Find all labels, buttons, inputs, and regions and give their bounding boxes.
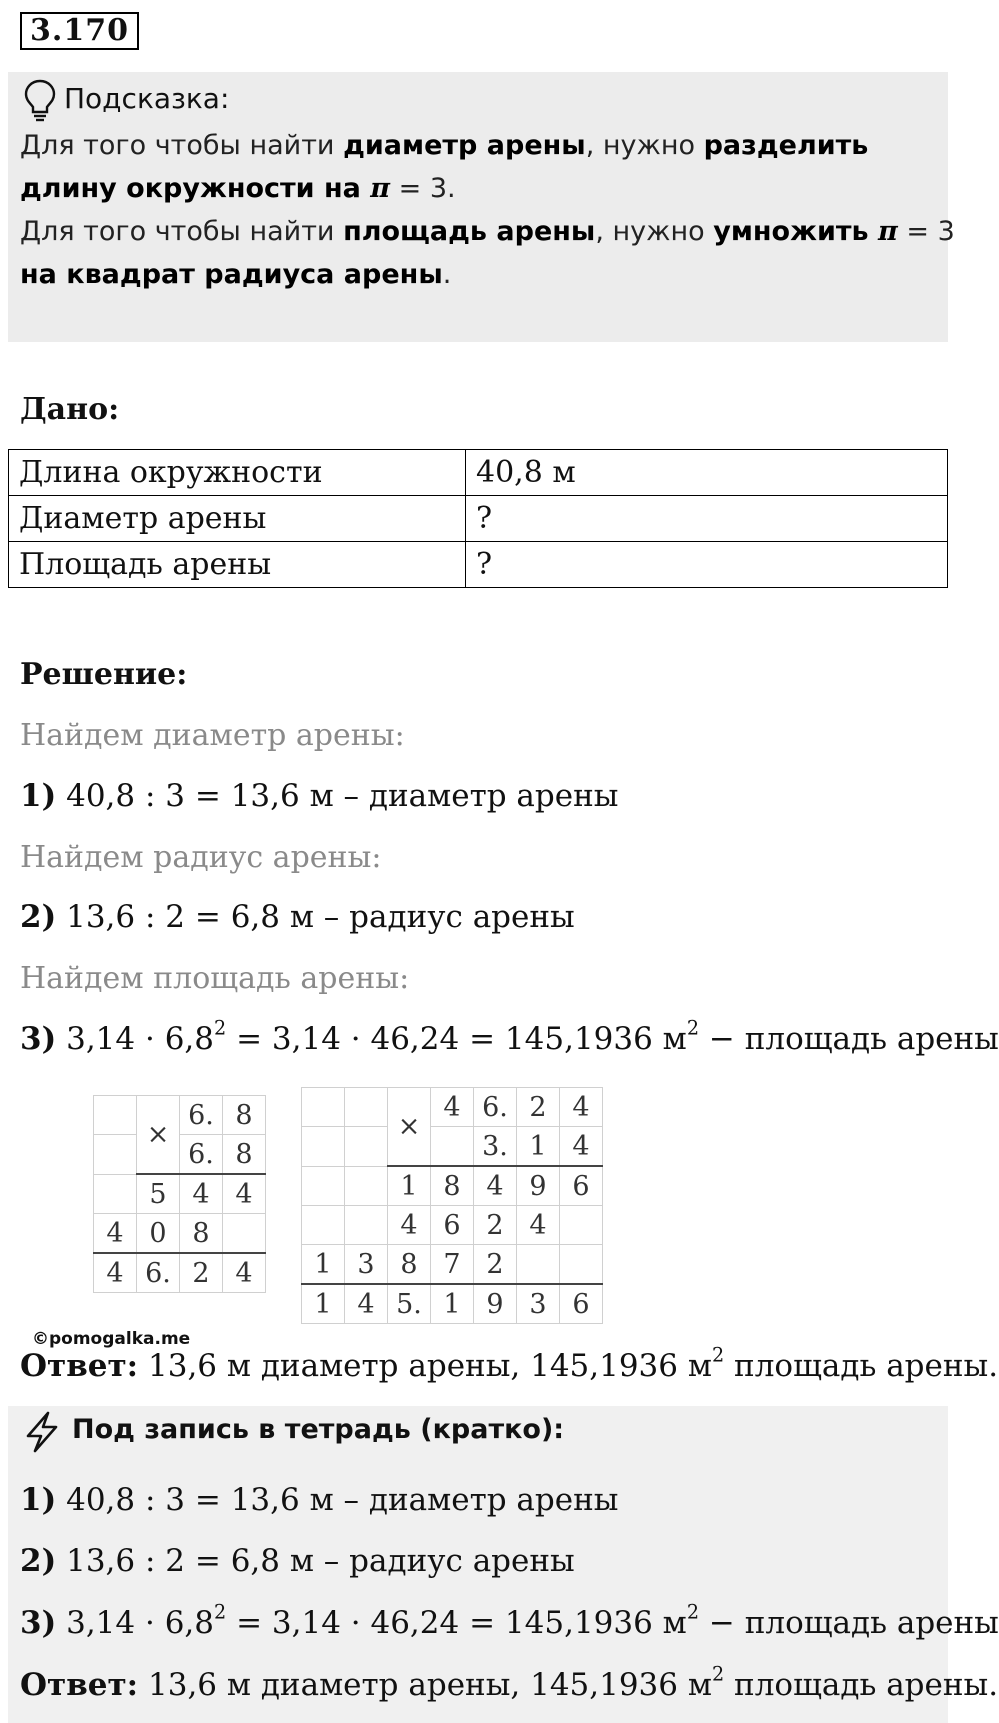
grid-cell [560,1206,603,1245]
grid-cell [345,1166,388,1206]
grid-cell: 4 [517,1206,560,1245]
grid-cell [302,1088,345,1127]
grid-cell: 6. [180,1135,223,1175]
find-radius: Найдем радиус арены: [20,840,382,875]
hint-box [8,72,955,342]
grid-cell [94,1096,137,1135]
calc-grid-left [93,1095,266,1293]
find-diameter: Найдем диаметр арены: [20,718,405,753]
grid-cell: 5. [388,1284,431,1324]
brief-step-1: 1) 40,8 : 3 = 13,6 м – диаметр арены [20,1482,619,1518]
grid-cell: 2 [517,1088,560,1127]
grid-cell: 4 [180,1174,223,1214]
grid-cell: 8 [223,1135,266,1175]
grid-cell: 9 [474,1284,517,1324]
grid-cell [302,1206,345,1245]
grid-cell [345,1127,388,1167]
given-title: Дано: [20,392,120,427]
grid-cell: 6. [180,1096,223,1135]
hint-line-4: на квадрат радиуса арены. [20,259,452,290]
grid-cell: 5 [137,1174,180,1214]
grid-cell: 4 [94,1214,137,1254]
grid-cell [302,1166,345,1206]
grid-cell: 6 [431,1206,474,1245]
brief-step-2: 2) 13,6 : 2 = 6,8 м – радиус арены [20,1543,575,1579]
grid-cell: 3 [345,1245,388,1285]
brief-box [8,1406,999,1723]
grid-cell: 6. [137,1253,180,1293]
grid-cell: 2 [180,1253,223,1293]
table-row: Диаметр арены ? [9,496,948,542]
table-row: Длина окружности 40,8 м [9,450,948,496]
step-2: 2) 13,6 : 2 = 6,8 м – радиус арены [20,899,575,935]
grid-cell: 4 [345,1284,388,1324]
grid-cell [431,1127,474,1167]
grid-cell: 9 [517,1166,560,1206]
grid-cell: 2 [474,1245,517,1285]
step-1: 1) 40,8 : 3 = 13,6 м – диаметр арены [20,778,619,814]
grid-cell: 4 [223,1253,266,1293]
task-number: 3.170 [20,12,139,50]
grid-cell: 3 [517,1284,560,1324]
grid-cell [345,1088,388,1127]
grid-cell: 1 [431,1284,474,1324]
answer: Ответ: 13,6 м диаметр арены, 145,1936 $м^2$ площадь арены. [20,1343,999,1384]
grid-cell: 6. [474,1088,517,1127]
grid-cell [94,1135,137,1175]
grid-cell: 4 [431,1088,474,1127]
given-table [8,449,948,588]
watermark: ©pomogalka.me [32,1329,191,1349]
grid-cell: 6 [560,1284,603,1324]
grid-cell: 0 [137,1214,180,1254]
grid-cell: 4 [560,1088,603,1127]
grid-cell: 1 [302,1245,345,1285]
grid-cell: 6 [560,1166,603,1206]
grid-cell: 1 [517,1127,560,1167]
grid-cell: 4 [94,1253,137,1293]
step-3: 3) $3,14 \cdot 6,8^2 = 3,14 \cdot 46,24 = 145,1936$ $м^2$ − площадь арены [20,1016,999,1057]
grid-cell [517,1245,560,1285]
find-area: Найдем площадь арены: [20,961,410,996]
solution-title: Решение: [20,657,188,692]
grid-cell [302,1127,345,1167]
multiply-sign: × [137,1096,180,1175]
grid-cell: 8 [431,1166,474,1206]
hint-line-1: Для того чтобы найти диаметр арены, нужно разделить [20,130,869,161]
brief-step-3: 3) $3,14 \cdot 6,8^2 = 3,14 \cdot 46,24 = 145,1936$ $м^2$ − площадь арены [20,1600,999,1641]
brief-answer: Ответ: 13,6 м диаметр арены, 145,1936 $м^2$ площадь арены. [20,1662,999,1703]
table-row: Площадь арены ? [9,542,948,588]
grid-cell: 4 [560,1127,603,1167]
hint-line-2: длину окружности на π = 3. [20,173,456,204]
grid-cell [560,1245,603,1285]
grid-cell: 7 [431,1245,474,1285]
grid-cell: 1 [302,1284,345,1324]
grid-cell: 2 [474,1206,517,1245]
lightbulb-icon [22,78,58,122]
multiply-sign: × [388,1088,431,1167]
grid-cell [345,1206,388,1245]
grid-cell: 4 [474,1166,517,1206]
grid-cell: 8 [180,1214,223,1254]
hint-title: Подсказка: [64,82,230,115]
calc-grid-right [301,1087,603,1324]
grid-cell [94,1174,137,1214]
hint-line-3: Для того чтобы найти площадь арены, нужно умножить π = 3 [20,216,955,247]
grid-cell: 3. [474,1127,517,1167]
grid-cell: 4 [223,1174,266,1214]
grid-cell: 8 [223,1096,266,1135]
grid-cell: 4 [388,1206,431,1245]
brief-title: Под запись в тетрадь (кратко): [72,1414,565,1445]
grid-cell: 1 [388,1166,431,1206]
grid-cell: 8 [388,1245,431,1285]
lightning-icon [22,1410,62,1454]
grid-cell [223,1214,266,1254]
